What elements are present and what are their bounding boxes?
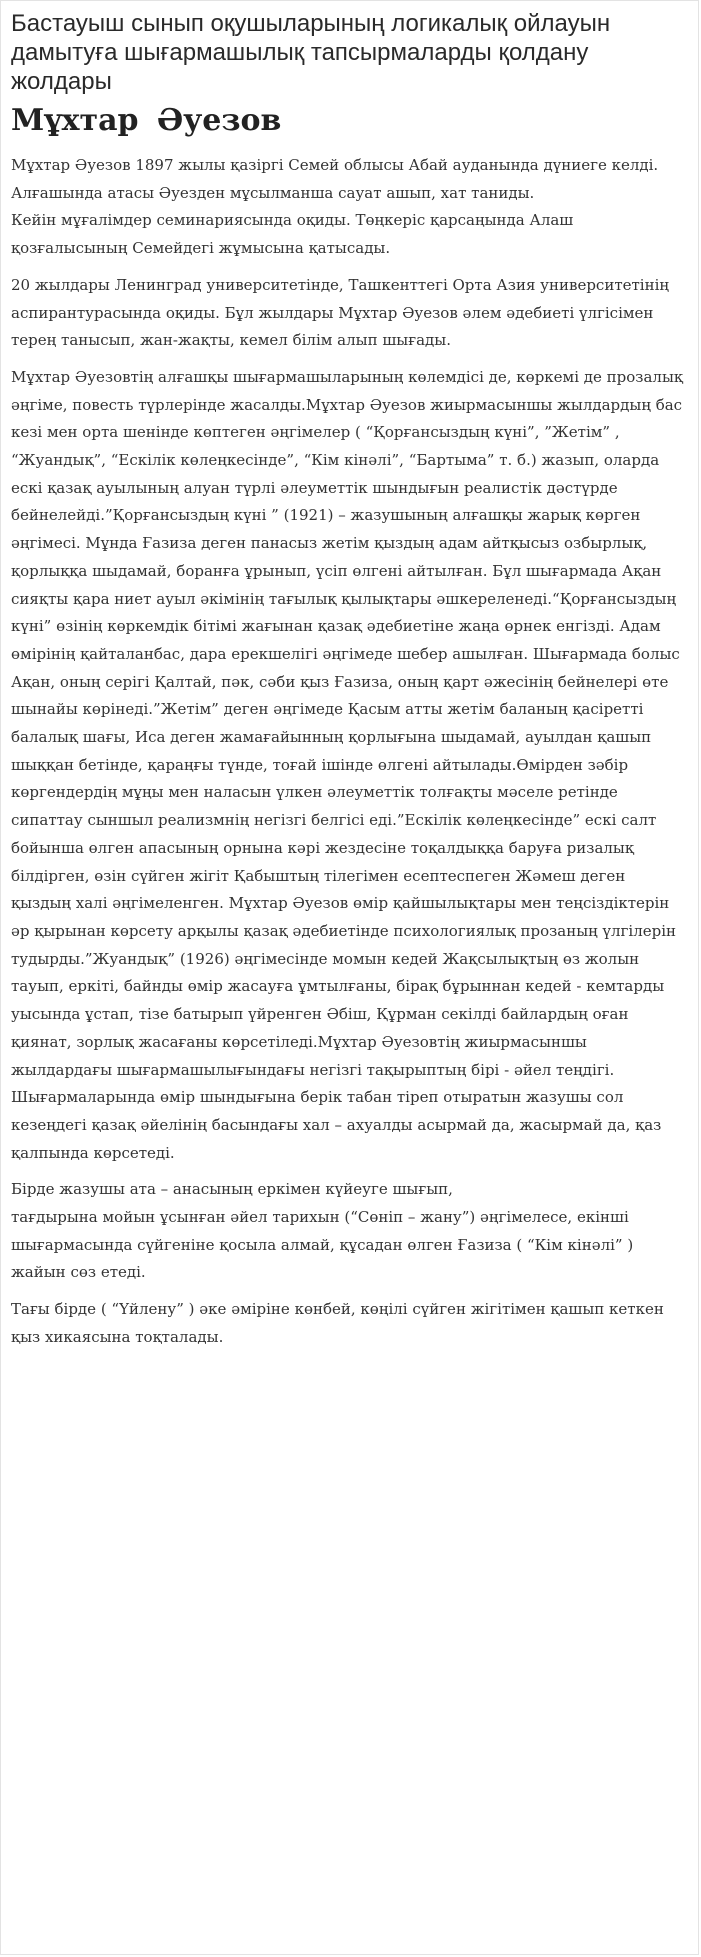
paragraph-marriage-story: Тағы бірде ( “Үйлену” ) әке әміріне көнбей, көңілі сүйген жігітімен қашып кеткен қыз хикаясына тоқталады. — [11, 1300, 664, 1346]
article-content — [11, 9, 687, 1361]
document-title: Бастауыш сынып оқушыларының логикалық ойлауын дамытуға шығармашылық тапсырмаларды қолдану жолдары — [11, 10, 611, 95]
paragraph-biography: Мұхтар Әуезов 1897 жылы қазіргі Семей облысы Абай ауданында дүниеге келді. Алғашында атасы Әуезден мұсылманша сауат ашып, хат таниды. Кейін мұғалімдер семинариясында оқиды. Төңкеріс қарсаңында Алаш қозғалысының Семейдегі жұмысына қатысады. — [11, 156, 659, 258]
paragraph-early-works: Мұхтар Әуезовтің алғашқы шығармашыларының көлемдісі де, көркемі де прозалық әңгіме, повесть түрлерінде жасалды.Мұхтар Әуезов жиырмасыншы жылдардың бас кезі мен орта шенінде көптеген әңгімелер ( “Қорғансыздың күні”, ”Жетім” , “Жуандық”, “Ескілік көлеңкесінде”, “Кім кінәлі”, “Бартыма” т. б.) жазып, оларда ескі қазақ ауылының алуан түрлі әлеуметтік шындығын реалистік дәстүрде бейнелейді.”Қорғансыздың күні ” (1921) – жазушының алғашқы жарық көрген әңгімесі. Мұнда Ғазиза деген панасыз жетім қыздың адам айтқысыз озбырлық, қорлыққа шыдамай, боранға ұрынып, үсіп өлгені айтылған. Бұл шығармада Ақан сияқты қара ниет ауыл әкімінің тағылық қылықтары әшкереленеді.“Қорғансыздың күні” өзінің көркемдік бітімі жағынан қазақ әдебиетіне жаңа өрнек енгізді. Адам өмірінің қайталанбас, дара ерекшелігі әңгімеде шебер ашылған. Шығармада болыс Ақан, оның серігі Қалтай, пәк, сәби қыз Ғазиза, оның қарт әжесінің бейнелері өте шынайы көрінеді.”Жетім” деген әңгімеде Қасым атты жетім баланың қасіретті балалық шағы, Иса деген жамағайынның қорлығына шыдамай, ауылдан қашып шыққан бетінде, қараңғы түнде, тоғай ішінде өлгені айтылады.Өмірден зәбір көргендердің мұңы мен наласын үлкен әлеуметтік толғақты мәселе ретінде сипаттау сыншыл реализмнің негізгі белгісі еді.”Ескілік көлеңкесінде” ескі салт бойынша өлген апасының орнына кәрі жездесіне тоқалдыққа баруға ризалық білдірген, өзін сүйген жігіт Қабыштың тілегімен есептеспеген Жәмеш деген қыздың халі әңгімеленген. Мұхтар Әуезов өмір қайшылықтары мен теңсіздіктерін әр қырынан көрсету арқылы қазақ әдебиетінде психологиялық прозаның үлгілерін тудырды.”Жуандық” (1926) әңгімесінде момын кедей Жақсылықтың өз жолын тауып, еркіті, байнды өмір жасауға ұмтылғаны, бірақ бұрыннан кедей - кемтарды уысында ұстап, тізе батырып үйренген Әбіш, Құрман секілді байлардың оған қиянат, зорлық жасағаны көрсетіледі.Мұхтар Әуезовтің жиырмасыншы жылдардағы шығармашылығындағы негізгі тақырыптың бірі - әйел теңдігі. Шығармаларында өмір шындығына берік табан тіреп отыратын жазушы сол кезеңдегі қазақ әйелінің басындағы хал – ахуалды асырмай да, жасырмай да, қаз қалпында көрсетеді. — [11, 367, 683, 1162]
author-heading: Мұхтар Әуезов — [11, 103, 282, 138]
paragraph-education: 20 жылдары Ленинград университетінде, Ташкенттегі Орта Азия университетінің аспирантурасында оқиды. Бұл жылдары Мұхтар Әуезов әлем әдебиеті үлгісімен терең танысып, жан-жақты, кемел білім алып шығады. — [11, 275, 670, 350]
paragraph-women-stories: Бірде жазушы ата – анасының еркімен күйеуге шығып, тағдырына мойын ұсынған әйел тарихын (“Сөніп – жану”) әңгімелесе, екінші шығармасында сүйгеніне қосыла алмай, құсадан өлген Ғазиза ( “Кім кінәлі” ) жайын сөз етеді. — [11, 1180, 634, 1282]
article-body — [11, 152, 687, 1352]
